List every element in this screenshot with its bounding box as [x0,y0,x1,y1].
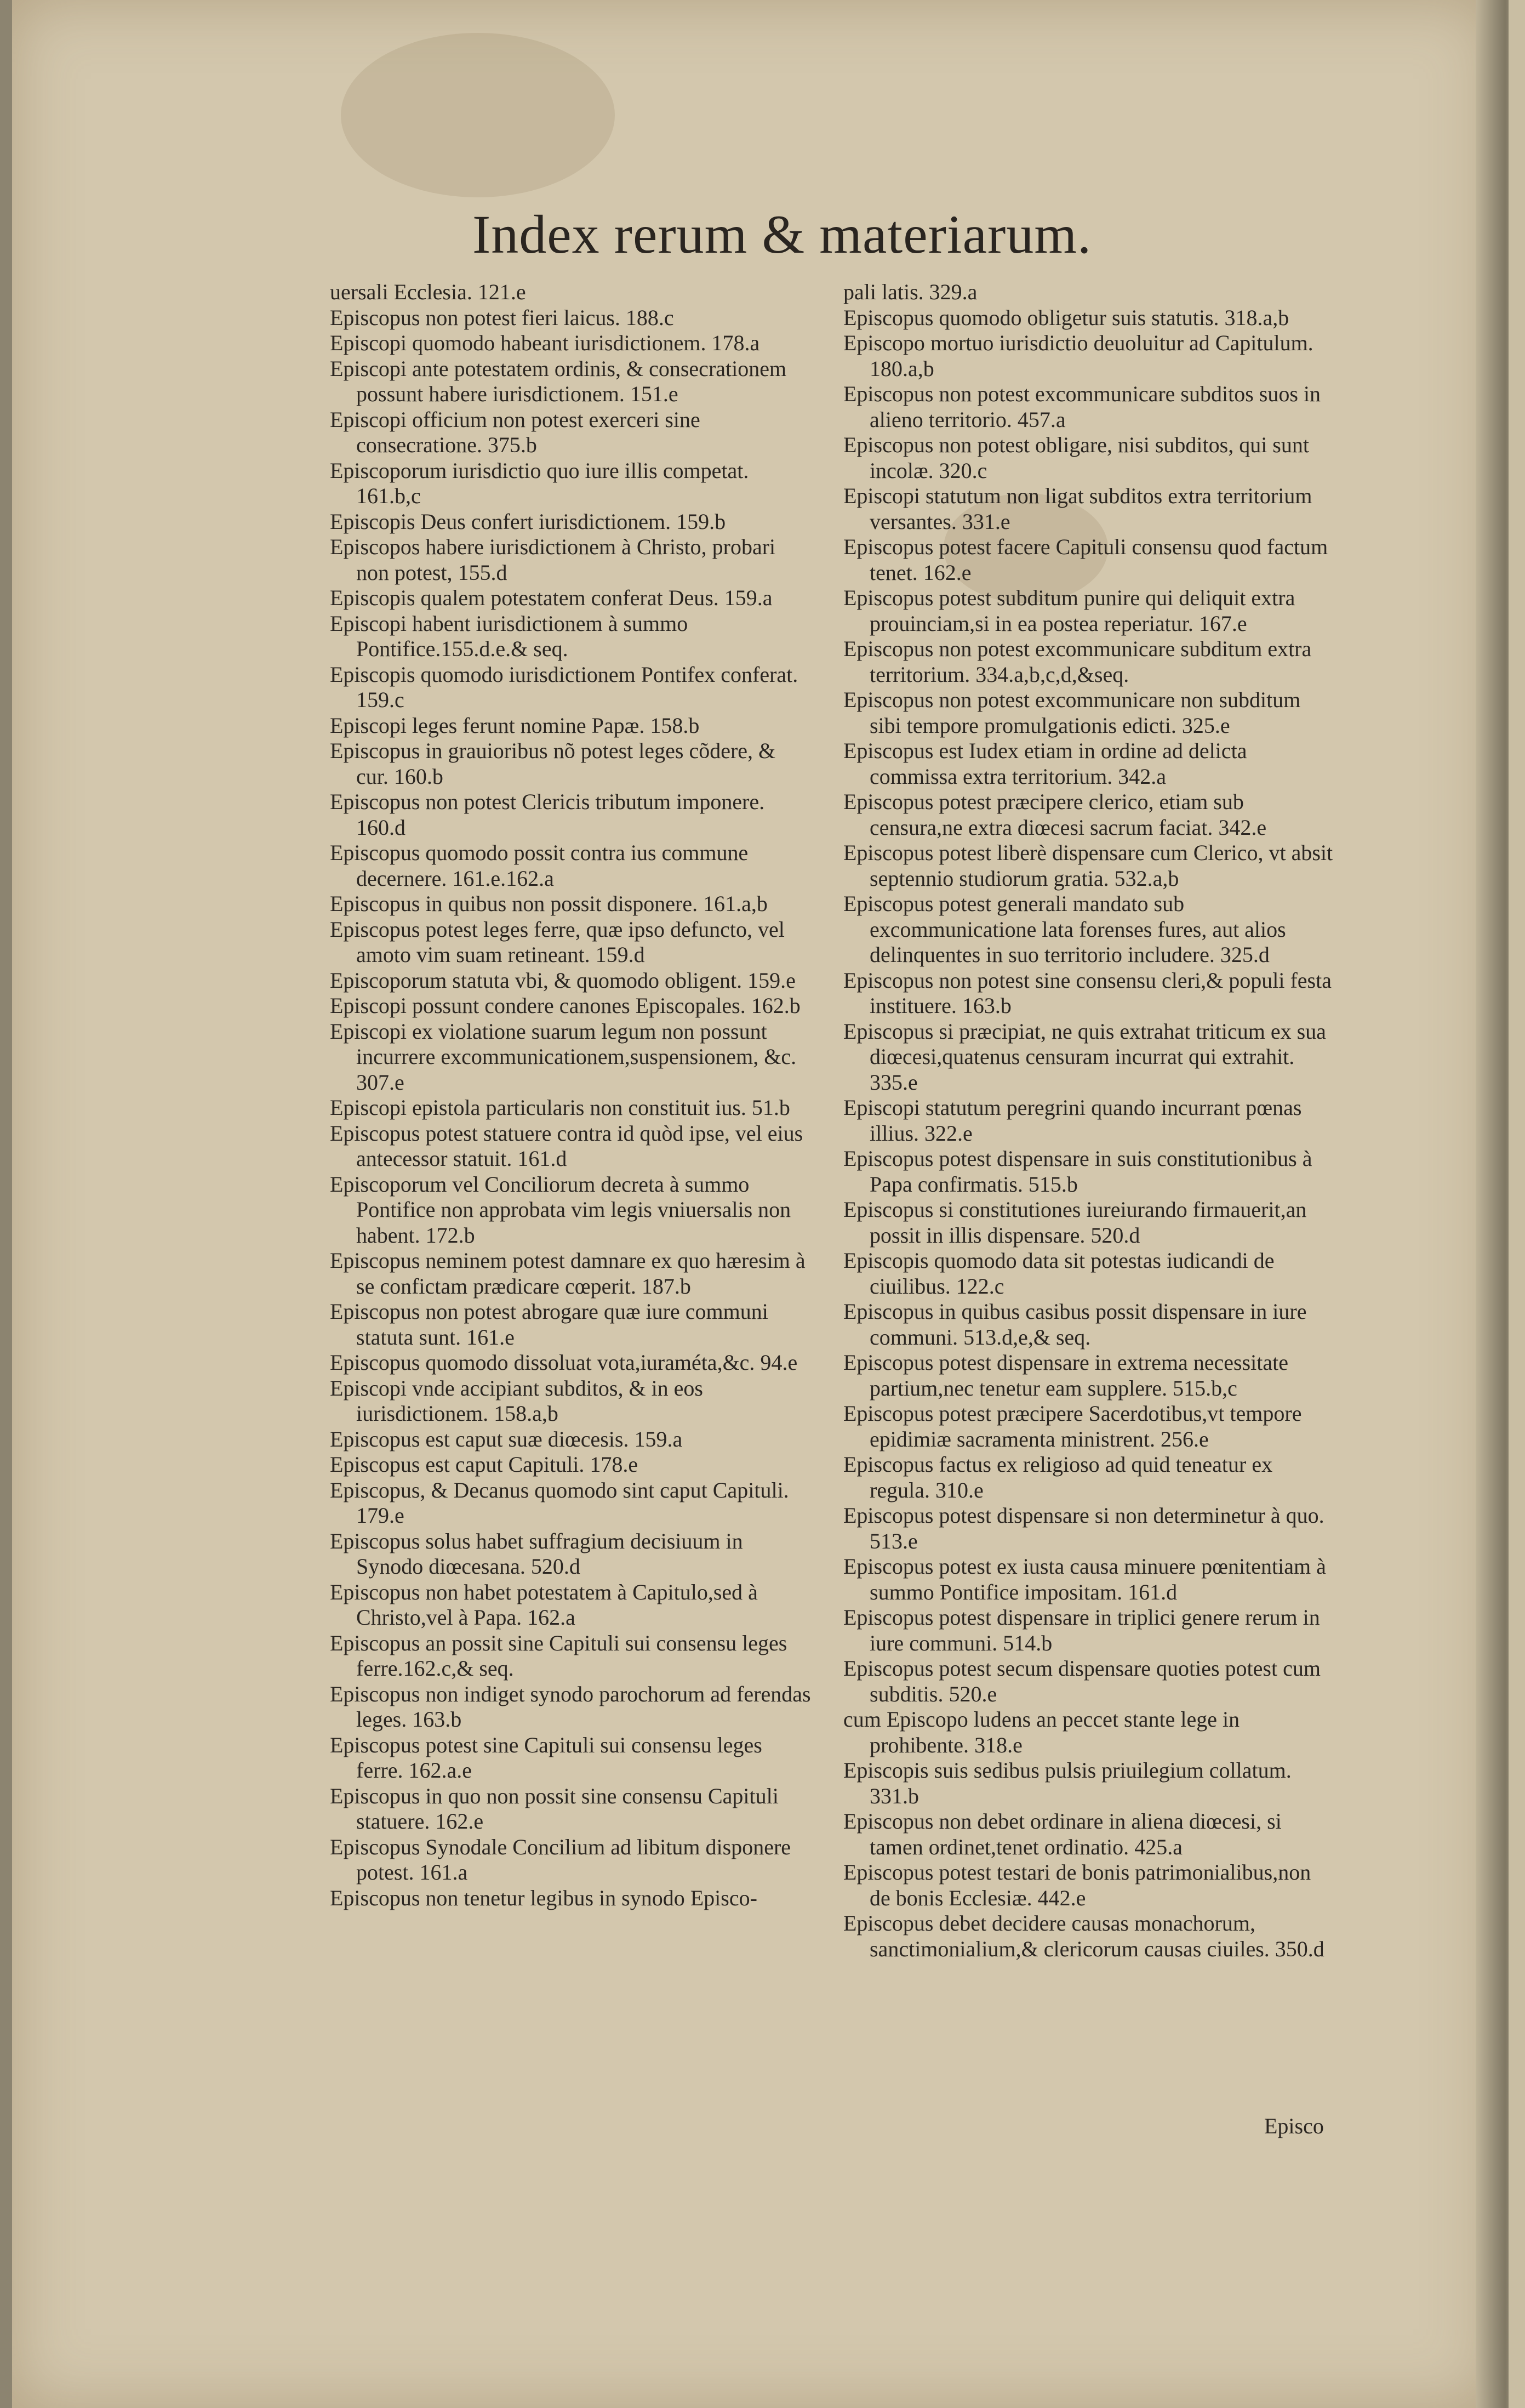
index-entry [843,840,1336,891]
entry-text: Episcopis quomodo data sit potestas iudicandi de ciuilibus. [843,1248,1275,1299]
entry-text: Episcopus in grauioribus nõ potest leges cõdere, & cur. [330,738,776,789]
index-entry [843,1707,1336,1758]
page-reference: 121.e [477,280,526,304]
page-reference: 513.d,e,& seq. [963,1324,1091,1350]
entry-text: Episcopo mortuo iurisdictio deuoluitur ad Capitulum. [843,331,1313,355]
entry-text: Episcopus non tenetur legibus in synodo Episco- [330,1885,757,1910]
page-reference: 513.e [870,1528,918,1553]
entry-text: Episcopi vnde accipiant subditos, & in eos iurisdictionem. [330,1375,703,1426]
page-reference: 158.b [650,713,700,738]
page-reference: 334.a,b,c,d,&seq. [975,662,1129,687]
page-reference: 160.d [356,815,405,840]
page-reference: 178.e [590,1452,638,1477]
page-reference: 188.c [625,305,674,330]
index-column-right [843,280,1336,1962]
page-reference: 335.e [870,1069,918,1095]
entry-text: Episcopus potest leges ferre, quæ ipso defuncto, vel amoto vim suam retineant. [330,916,785,967]
book-page [12,0,1492,2408]
entry-text: Episcopus non potest obligare, nisi subditos, qui sunt incolæ. [843,432,1309,483]
page-reference: 325.e [1181,713,1230,738]
entry-text: Episcopi ex violatione suarum legum non possunt incurrere excommunicationem,suspensionem, &c. [330,1018,797,1069]
entry-text: Episcopi ante potestatem ordinis, & consecrationem possunt habere iurisdictionem. [330,356,787,406]
index-entry [843,1656,1336,1707]
entry-text: Episcopis quomodo iurisdictionem Pontifex conferat. [330,662,798,687]
page-reference: 342.a [1118,764,1166,789]
index-entry [843,1452,1336,1503]
entry-text: Episcopus potest præcipere clerico, etiam sub censura,ne extra diœcesi sacrum faciat. [843,789,1244,840]
entry-text: Episcopus an possit sine Capituli sui consensu leges ferre.162.c,& seq. [330,1630,787,1681]
index-entry [330,917,812,968]
entry-text: Episcopus quomodo dissoluat vota,iuraméta,&c. [330,1350,755,1375]
entry-text: Episcopus potest testari de bonis patrimonialibus,non de bonis Ecclesiæ. [843,1860,1311,1910]
entry-text: Episcopus potest dispensare in extrema necessitate partium,nec tenetur eam supplere. [843,1350,1288,1401]
index-entry [330,534,812,585]
entry-text: Episcopus non habet potestatem à Capitulo,sed à Christo,vel à Papa. [330,1579,758,1630]
entry-text: Episcopus potest subditum punire qui deliquit extra prouinciam,si in ea postea reperiatur. [843,585,1295,636]
page-reference: 158.a,b [494,1401,558,1426]
entry-text: Episcopis qualem potestatem conferat Deus. [330,585,719,610]
page-reference: 162.e [923,560,972,585]
page-reference: 151.e [630,382,678,406]
page-reference: 442.e [1037,1885,1086,1910]
entry-text: Episcopus non potest sine consensu cleri,& populi festa instituere. [843,967,1332,1018]
index-entry [330,1172,812,1249]
index-entry [843,534,1336,585]
index-entry [330,1095,812,1121]
index-entry [843,789,1336,840]
entry-text: Episcopi statutum non ligat subditos extra territorium versantes. [843,483,1312,534]
index-entry [330,1580,812,1631]
entry-text: Episcopus si præcipiat, ne quis extrahat triticum ex sua diœcesi,quatenus censuram incurrat qui extrahit. [843,1018,1326,1069]
index-entry [843,305,1336,331]
page-reference: 307.e [356,1069,404,1095]
entry-text: Episcopus potest facere Capituli consensu quod factum tenet. [843,534,1328,585]
index-entry [843,1019,1336,1096]
index-entry [843,331,1336,382]
entry-text: Episcopis Deus confert iurisdictionem. [330,509,671,534]
index-entry [330,305,812,331]
page-reference: 161.d [517,1146,567,1171]
index-entry [330,1248,812,1299]
page-title: Index rerum & materiarum. [472,204,1092,265]
index-entry [330,356,812,407]
page-reference: 318.e [974,1732,1023,1757]
entry-text: Episcoporum iurisdictio quo iure illis competat. [330,458,749,483]
entry-text: Episcopus in quo non possit sine consensu Capituli statuere. [330,1783,779,1834]
page-reference: 375.b [487,432,537,457]
page-reference: 329.a [929,280,978,304]
entry-text: Episcopus potest statuere contra id quòd ipse, vel eius antecessor statuit. [330,1120,803,1171]
entry-text: Episcopos habere iurisdictionem à Christo, probari non potest, [330,534,776,585]
entry-text: Episcopus non potest excommunicare subditos suos in alieno territorio. [843,382,1321,432]
index-entry [330,1784,812,1835]
index-entry [330,662,812,713]
index-entry [330,509,812,535]
entry-text: Episcopus potest sine Capituli sui consensu leges ferre. [330,1732,762,1783]
entry-text: Episcopus potest dispensare in triplici genere rerum in iure communi. [843,1605,1320,1655]
index-entry [330,993,812,1019]
index-entry [330,738,812,789]
entry-text: Episcopi epistola particularis non constituit ius. [330,1095,746,1120]
index-entry [843,1758,1336,1809]
page-reference: 161.e [466,1324,515,1350]
page-reference: 342.e [1218,815,1267,840]
page-reference: 160.b [393,764,443,789]
page-reference: 515.b,c [1173,1375,1237,1401]
entry-text: Episcopi leges ferunt nomine Papæ. [330,713,645,738]
index-entry [330,891,812,917]
entry-text: Episcopi officium non potest exerceri sine consecratione. [330,407,700,457]
page-reference: 325.d [1220,942,1270,967]
index-entry [843,1299,1336,1350]
page-reference: 161.d [1128,1579,1178,1604]
entry-text: Episcopus est caput suæ diœcesis. [330,1426,629,1451]
page-reference: 162.a.e [408,1758,472,1783]
index-entry [843,432,1336,483]
index-column-left [330,280,812,1911]
index-entry [843,1401,1336,1452]
page-reference: 457.a [1017,407,1066,432]
page-reference: 350.d [1275,1936,1324,1961]
entry-text: Episcopus non potest excommunicare subditum extra territorium. [843,636,1312,687]
page-reference: 532.a,b [1114,866,1179,891]
page-reference: 159.d [595,942,645,967]
entry-text: Episcopus est caput Capituli. [330,1452,585,1477]
index-entry [843,1146,1336,1197]
page-reference: 162.e [435,1809,484,1834]
index-entry [330,1299,812,1350]
entry-text: Episcopus potest liberè dispensare cum Clerico, vt absit septennio studiorum gratia. [843,840,1333,891]
entry-text: Episcopus in quibus casibus possit dispensare in iure communi. [843,1299,1307,1350]
entry-text: Episcoporum statuta vbi, & quomodo obligent. [330,967,742,993]
index-entry [330,1350,812,1376]
index-entry [843,1809,1336,1860]
index-entry [330,407,812,458]
entry-text: cum Episcopo ludens an peccet stante lege in prohibente. [843,1707,1240,1757]
entry-text: Episcopi statutum peregrini quando incurrant pœnas illius. [843,1095,1302,1146]
index-entry [843,1911,1336,1962]
page-reference: 178.a [711,331,760,355]
page-reference: 520.d [1090,1222,1140,1248]
entry-text: Episcopi quomodo habeant iurisdictionem. [330,331,706,355]
index-entry [843,585,1336,636]
entry-text: Episcopus potest dispensare si non determinetur à quo. [843,1503,1324,1528]
index-entry [330,789,812,840]
index-entry [843,280,1336,305]
page-reference: 167.e [1198,611,1247,636]
page-reference: 322.e [924,1120,973,1146]
index-entry [330,1529,812,1580]
entry-text: Episcopus non indiget synodo parochorum ad ferendas leges. [330,1681,811,1732]
entry-text: Episcopus Synodale Concilium ad libitum disponere potest. [330,1834,791,1885]
index-entry [843,1860,1336,1911]
page-reference: 318.a,b [1224,305,1289,330]
index-entry [330,1019,812,1096]
entry-text: Episcopus debet decidere causas monachorum, sanctimonialium,& clericorum causas ciuiles. [843,1911,1270,1961]
index-entry [843,1605,1336,1656]
page-reference: 514.b [1003,1630,1053,1655]
page-reference: 163.b [962,993,1012,1018]
index-entry [843,738,1336,789]
page-reference: 159.a [724,585,773,610]
page-reference: 172.b [425,1222,475,1248]
index-entry [330,1733,812,1784]
entry-text: pali latis. [843,280,924,304]
page-reference: 159.e [747,967,796,993]
entry-text: Episcopus quomodo obligetur suis statutis. [843,305,1219,330]
entry-text: Episcopus non potest abrogare quæ iure communi statuta sunt. [330,1299,768,1350]
index-entry [330,1376,812,1427]
entry-text: Episcopus neminem potest damnare ex quo hæresim à se confictam prædicare cœperit. [330,1248,806,1299]
page-reference: 161.e.162.a [452,866,554,891]
page-reference: 515.b [1028,1171,1078,1197]
entry-text: Episcopus, & Decanus quomodo sint caput Capituli. [330,1477,789,1502]
page-reference: 187.b [641,1273,691,1299]
index-entry [330,611,812,662]
index-entry [330,1478,812,1529]
entry-text: Episcoporum vel Conciliorum decreta à summo Pontifice non approbata vim legis vniuersalis non habent. [330,1171,791,1248]
index-entry [330,968,812,994]
page-reference: 162.b [751,993,801,1018]
page-reference: 161.a,b [703,891,768,916]
entry-text: Episcopus non potest fieri laicus. [330,305,620,330]
index-entry [843,636,1336,687]
index-entry [843,1350,1336,1401]
index-entry [330,1682,812,1733]
index-entry [843,382,1336,432]
index-entry [843,891,1336,968]
page-reference: 179.e [356,1503,404,1528]
page-reference: 161.b,c [356,483,421,508]
page-reference: 256.e [1160,1426,1209,1451]
index-entry [843,483,1336,534]
entry-text: Episcopus potest dispensare in suis constitutionibus à Papa confirmatis. [843,1146,1312,1197]
page-reference: 520.d [530,1554,580,1579]
index-entry [843,968,1336,1019]
page-reference: 155.d [458,560,507,585]
entry-text: Episcopus non debet ordinare in aliena diœcesi, si tamen ordinet,tenet ordinatio. [843,1809,1282,1859]
entry-text: Episcopus quomodo possit contra ius commune decernere. [330,840,749,891]
entry-text: Episcopi possunt condere canones Episcopales. [330,993,746,1018]
index-entry [843,1197,1336,1248]
paper-stain [341,33,615,197]
entry-text: uersali Ecclesia. [330,280,472,304]
page-reference: 163.b [412,1707,462,1732]
index-entry [843,1248,1336,1299]
page-reference: 425.a [1134,1834,1183,1859]
index-entry [843,1095,1336,1146]
page-reference: 520.e [949,1681,997,1706]
index-entry [843,1554,1336,1605]
index-entry [330,713,812,739]
page-reference: 310.e [935,1477,984,1502]
page-reference: 94.e [760,1350,798,1375]
page-reference: 51.b [751,1095,790,1120]
entry-text: Episcopus in quibus non possit disponere. [330,891,698,916]
index-entry [330,331,812,356]
page-reference: 161.a [419,1860,468,1885]
entry-text: Episcopus potest præcipere Sacerdotibus,vt tempore epidimiæ sacramenta ministrent. [843,1401,1302,1451]
index-entry [330,280,812,305]
page-reference: 159.a [634,1426,683,1451]
index-entry [330,585,812,611]
page-reference: 159.b [676,509,726,534]
entry-text: Episcopus potest ex iusta causa minuere pœnitentiam à summo Pontifice impositam. [843,1554,1326,1604]
page-reference: 159.c [356,687,404,712]
page-reference: 162.a [527,1605,575,1630]
page-reference: 331.e [962,509,1010,534]
entry-text: Episcopus potest generali mandato sub excommunicatione lata forenses fures, aut alios delinquentes in suo territorio includere. [843,891,1286,967]
entry-text: Episcopis suis sedibus pulsis priuilegium collatum. [843,1758,1292,1783]
index-entry [330,1452,812,1478]
index-entry [330,458,812,509]
entry-text: Episcopus solus habet suffragium decisiuum in Synodo diœcesana. [330,1528,743,1579]
index-entry [330,1886,812,1911]
page-reference: 331.b [870,1783,919,1808]
catchword: Episco [1264,2114,1324,2138]
entry-text: Episcopus non potest Clericis tributum imponere. [330,789,765,814]
entry-text: Episcopi habent iurisdictionem à summo Pontifice.155.d.e.& seq. [330,611,688,661]
index-entry [330,1121,812,1172]
page-reference: 320.c [939,458,987,483]
facing-page-edge [1509,0,1525,2408]
index-entry [330,840,812,891]
page-reference: 122.c [956,1273,1004,1299]
entry-text: Episcopus non potest excommunicare non subditum sibi tempore promulgationis edicti. [843,687,1301,738]
index-entry [330,1631,812,1682]
index-entry [330,1427,812,1453]
index-entry [843,687,1336,738]
entry-text: Episcopus factus ex religioso ad quid teneatur ex regula. [843,1452,1273,1502]
entry-text: Episcopus est Iudex etiam in ordine ad delicta commissa extra territorium. [843,738,1247,789]
index-entry [843,1503,1336,1554]
entry-text: Episcopus si constitutiones iureiurando firmauerit,an possit in illis dispensare. [843,1197,1307,1248]
index-entry [330,1835,812,1886]
page-reference: 180.a,b [870,356,934,381]
entry-text: Episcopus potest secum dispensare quoties potest cum subditis. [843,1656,1321,1706]
